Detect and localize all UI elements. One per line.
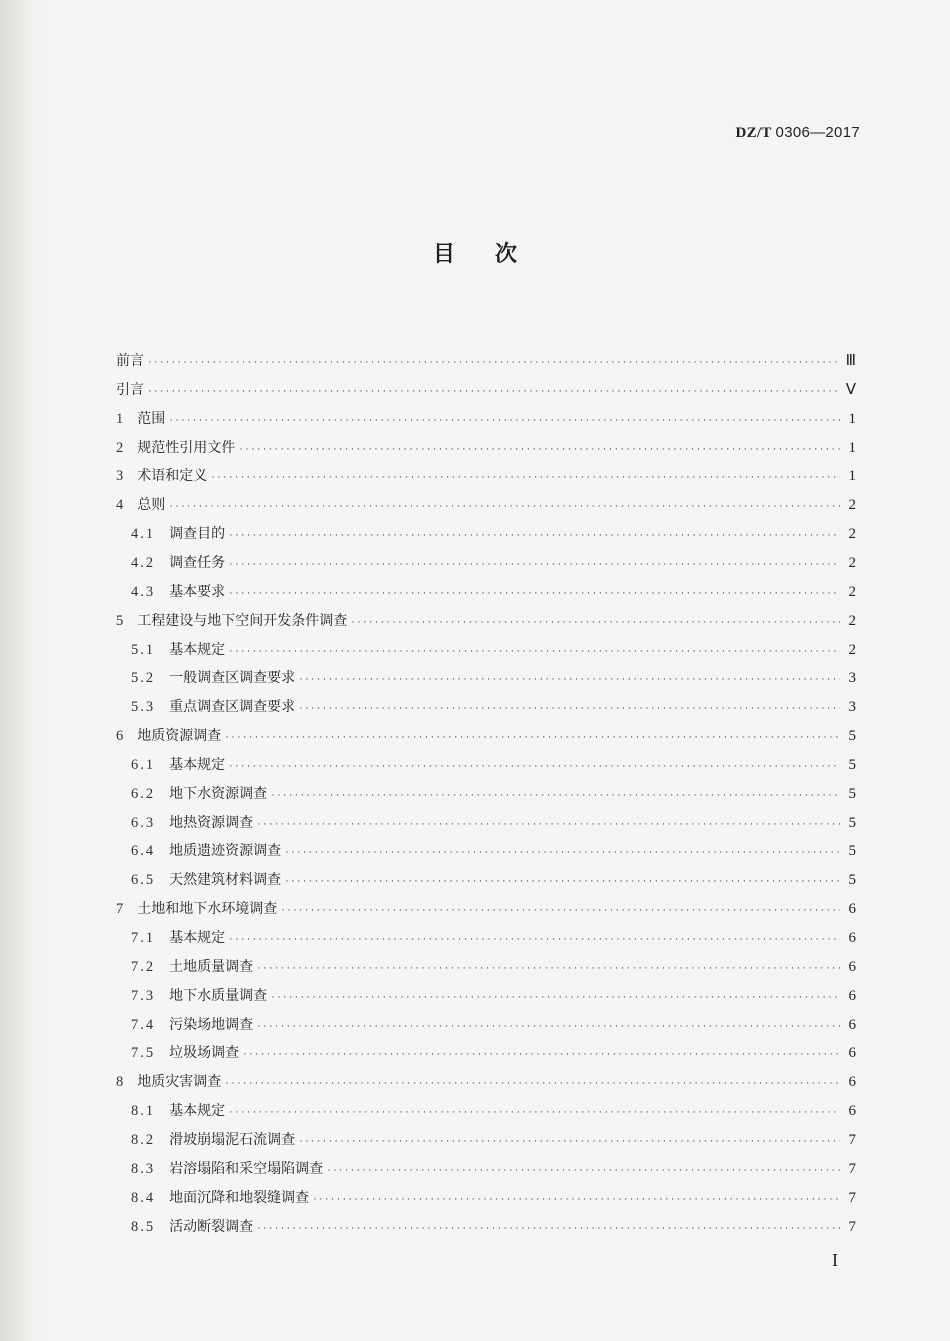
toc-entry-page: 6 (848, 1045, 856, 1062)
toc-leader-dots (285, 841, 840, 863)
toc-entry-page: 6 (848, 930, 856, 946)
toc-leader-dots (229, 640, 840, 662)
toc-entry[interactable] (116, 379, 856, 401)
toc-entry-label: 总则 (137, 497, 166, 514)
toc-entry-page: 2 (848, 526, 856, 543)
toc-entry[interactable] (116, 898, 856, 920)
toc-entry-page: 7 (848, 1131, 856, 1148)
toc-entry[interactable] (116, 465, 856, 487)
toc-entry-label: 规范性引用文件 (137, 439, 236, 456)
toc-entry[interactable] (131, 869, 856, 891)
toc-entry-page: Ⅲ (845, 353, 856, 369)
toc-leader-dots (257, 1217, 840, 1239)
toc-entry-label: 工程建设与地下空间开发条件调查 (137, 612, 348, 629)
toc-leader-dots (148, 380, 840, 402)
toc-entry-label: 一般调查区调查要求 (169, 670, 296, 687)
toc-entry-page: 2 (848, 641, 856, 658)
toc-entry-label: 岩溶塌陷和采空塌陷调查 (169, 1160, 324, 1177)
toc-leader-dots (169, 409, 840, 431)
toc-entry-page: 5 (848, 756, 856, 773)
toc-entry-number: 4 (116, 497, 124, 514)
toc-entry-label: 基本规定 (169, 1103, 226, 1120)
toc-entry-number: 7.1 (131, 930, 156, 946)
page-number: I (832, 1250, 838, 1270)
toc-entry-page: 5 (848, 843, 856, 860)
toc-entry-label: 范围 (137, 410, 166, 427)
toc-entry[interactable] (131, 696, 856, 718)
toc-leader-dots (257, 813, 840, 835)
toc-entry-page: 2 (848, 554, 856, 571)
toc-entry[interactable] (131, 581, 856, 603)
toc-entry[interactable] (116, 1071, 856, 1093)
toc-entry-number: 7.5 (131, 1045, 156, 1062)
toc-entry-label: 前言 (116, 353, 144, 369)
toc-leader-dots (299, 668, 840, 690)
toc-entry-label: 地下水质量调查 (169, 987, 268, 1004)
toc-entry-number: 5.2 (131, 670, 156, 687)
toc-leader-dots (225, 1072, 840, 1094)
standard-number: 0306—2017 (775, 124, 860, 141)
toc-entry-page: 5 (848, 814, 856, 831)
toc-entry-label: 基本要求 (169, 583, 226, 600)
toc-entry-number: 8.3 (131, 1160, 156, 1177)
toc-entry-label: 调查目的 (169, 526, 226, 543)
toc-entry-page: 3 (848, 699, 856, 716)
toc-entry-page: 2 (848, 583, 856, 600)
toc-entry-label: 基本规定 (169, 756, 226, 773)
toc-entry-label: 天然建筑材料调查 (169, 872, 282, 889)
toc-entry[interactable] (131, 552, 856, 574)
toc-entry-label: 重点调查区调查要求 (169, 699, 296, 716)
toc-entry-number: 6.4 (131, 843, 156, 860)
toc-entry[interactable] (131, 783, 856, 805)
toc-entry-page: 6 (848, 1074, 856, 1091)
toc-entry-number: 4.3 (131, 583, 156, 600)
toc-leader-dots (211, 466, 840, 488)
toc-entry-number: 8 (116, 1074, 124, 1091)
toc-entry-number: 8.1 (131, 1103, 156, 1120)
toc-entry-label: 地质资源调查 (137, 728, 222, 745)
toc-entry[interactable] (116, 350, 856, 372)
standard-code: DZ/T (735, 125, 772, 141)
toc-leader-dots (229, 524, 840, 546)
toc-entry-label: 引言 (116, 381, 144, 398)
toc-entry-number: 6.5 (131, 872, 156, 889)
toc-entry-label: 污染场地调查 (169, 1016, 254, 1033)
toc-entry-page: 1 (848, 439, 856, 456)
toc-leader-dots (351, 611, 840, 633)
toc-entry[interactable] (131, 1216, 856, 1238)
toc-entry-number: 7.4 (131, 1016, 156, 1033)
page-title: 目次 (432, 242, 557, 267)
toc-entry-number: 4.1 (131, 526, 156, 543)
toc-entry-page: 6 (848, 958, 856, 975)
toc-entry-label: 滑坡崩塌泥石流调查 (169, 1131, 296, 1148)
toc-entry-label: 活动断裂调查 (169, 1218, 254, 1235)
toc-entry[interactable] (116, 437, 856, 459)
toc-entry-page: 5 (848, 872, 856, 889)
toc-leader-dots (148, 351, 840, 373)
toc-entry-label: 基本规定 (169, 641, 226, 658)
toc-entry-number: 6.3 (131, 814, 156, 831)
toc-entry[interactable] (131, 956, 856, 978)
toc-entry-number: 8.5 (131, 1218, 156, 1235)
toc-entry-number: 8.2 (131, 1131, 156, 1148)
toc-entry[interactable] (131, 812, 856, 834)
toc-entry-number: 6.2 (131, 785, 156, 802)
toc-leader-dots (299, 697, 840, 719)
toc-leader-dots (169, 495, 840, 517)
toc-entry-page: 7 (848, 1160, 856, 1177)
toc-entry[interactable] (131, 754, 856, 776)
toc-entry[interactable] (131, 1129, 856, 1151)
toc-entry-page: 2 (848, 497, 856, 514)
toc-entry-page: 6 (848, 1016, 856, 1033)
toc-entry-page: 7 (848, 1218, 856, 1235)
toc-entry-number: 5 (116, 612, 124, 629)
toc-leader-dots (229, 1101, 840, 1123)
toc-entry-page: 7 (848, 1189, 856, 1206)
toc-entry-label: 地质遗迹资源调查 (169, 843, 282, 860)
toc-leader-dots (229, 755, 840, 777)
toc-entry[interactable] (116, 725, 856, 747)
toc-entry-page: 6 (848, 987, 856, 1004)
toc-entry-page: 2 (848, 612, 856, 629)
toc-entry-label: 土地和地下水环境调查 (137, 901, 278, 918)
binding-gutter (0, 0, 34, 1341)
toc-entry-number: 6.1 (131, 756, 156, 773)
toc-leader-dots (225, 726, 840, 748)
toc-entry[interactable] (131, 667, 856, 689)
toc-entry-number: 7 (116, 901, 124, 918)
toc-entry-page: 6 (848, 901, 856, 918)
toc-entry-page: 3 (848, 670, 856, 687)
toc-entry-label: 土地质量调查 (169, 958, 254, 975)
toc-leader-dots (257, 1015, 840, 1037)
toc-entry[interactable] (131, 1187, 856, 1209)
toc-entry-label: 地质灾害调查 (137, 1074, 222, 1091)
toc-entry-page: 5 (848, 785, 856, 802)
toc-entry-label: 地下水资源调查 (169, 785, 268, 802)
toc-entry-number: 1 (116, 410, 124, 427)
toc-entry-label: 地面沉降和地裂缝调查 (169, 1189, 310, 1206)
toc-entry-number: 7.3 (131, 987, 156, 1004)
toc-entry[interactable] (131, 840, 856, 862)
toc-leader-dots (229, 928, 840, 950)
toc-entry[interactable] (131, 1100, 856, 1122)
toc-entry-number: 6 (116, 728, 124, 745)
toc-entry-page: 6 (848, 1103, 856, 1120)
toc-entry[interactable] (131, 523, 856, 545)
toc-leader-dots (299, 1130, 840, 1152)
toc-entry[interactable] (131, 1042, 856, 1064)
toc-entry[interactable] (116, 610, 856, 632)
toc-leader-dots (229, 582, 840, 604)
toc-entry-number: 3 (116, 468, 124, 485)
toc-entry-label: 调查任务 (169, 554, 226, 571)
toc-entry-number: 5.1 (131, 641, 156, 658)
toc-entry-page: Ⅴ (845, 381, 856, 398)
toc-entry-label: 垃圾场调查 (169, 1045, 240, 1062)
toc-leader-dots (271, 784, 840, 806)
toc-entry-number: 2 (116, 439, 124, 456)
toc-leader-dots (243, 1043, 840, 1065)
toc-entry-number: 5.3 (131, 699, 156, 716)
toc-entry-page: 5 (848, 728, 856, 745)
toc-leader-dots (239, 438, 840, 460)
standard-code-header (736, 124, 860, 142)
toc-leader-dots (285, 870, 840, 892)
toc-entry-number: 8.4 (131, 1189, 156, 1206)
toc-entry[interactable] (131, 1158, 856, 1180)
toc-leader-dots (229, 553, 840, 575)
toc-leader-dots (313, 1188, 840, 1210)
toc-entry-page: 1 (848, 410, 856, 427)
toc-entry-label: 术语和定义 (137, 468, 208, 485)
toc-entry-number: 4.2 (131, 554, 156, 571)
toc-leader-dots (271, 986, 840, 1008)
toc-entry-label: 基本规定 (169, 930, 226, 946)
toc-entry[interactable] (131, 985, 856, 1007)
toc-entry[interactable] (131, 639, 856, 661)
toc-entry-label: 地热资源调查 (169, 814, 254, 831)
toc-entry-number: 7.2 (131, 958, 156, 975)
toc-entry[interactable] (116, 408, 856, 430)
toc-leader-dots (327, 1159, 840, 1181)
toc-entry[interactable] (131, 1014, 856, 1036)
toc-entry-page: 1 (848, 468, 856, 485)
toc-leader-dots (257, 957, 840, 979)
toc-leader-dots (281, 899, 840, 921)
toc-entry[interactable] (131, 927, 856, 949)
toc-entry[interactable] (116, 494, 856, 516)
